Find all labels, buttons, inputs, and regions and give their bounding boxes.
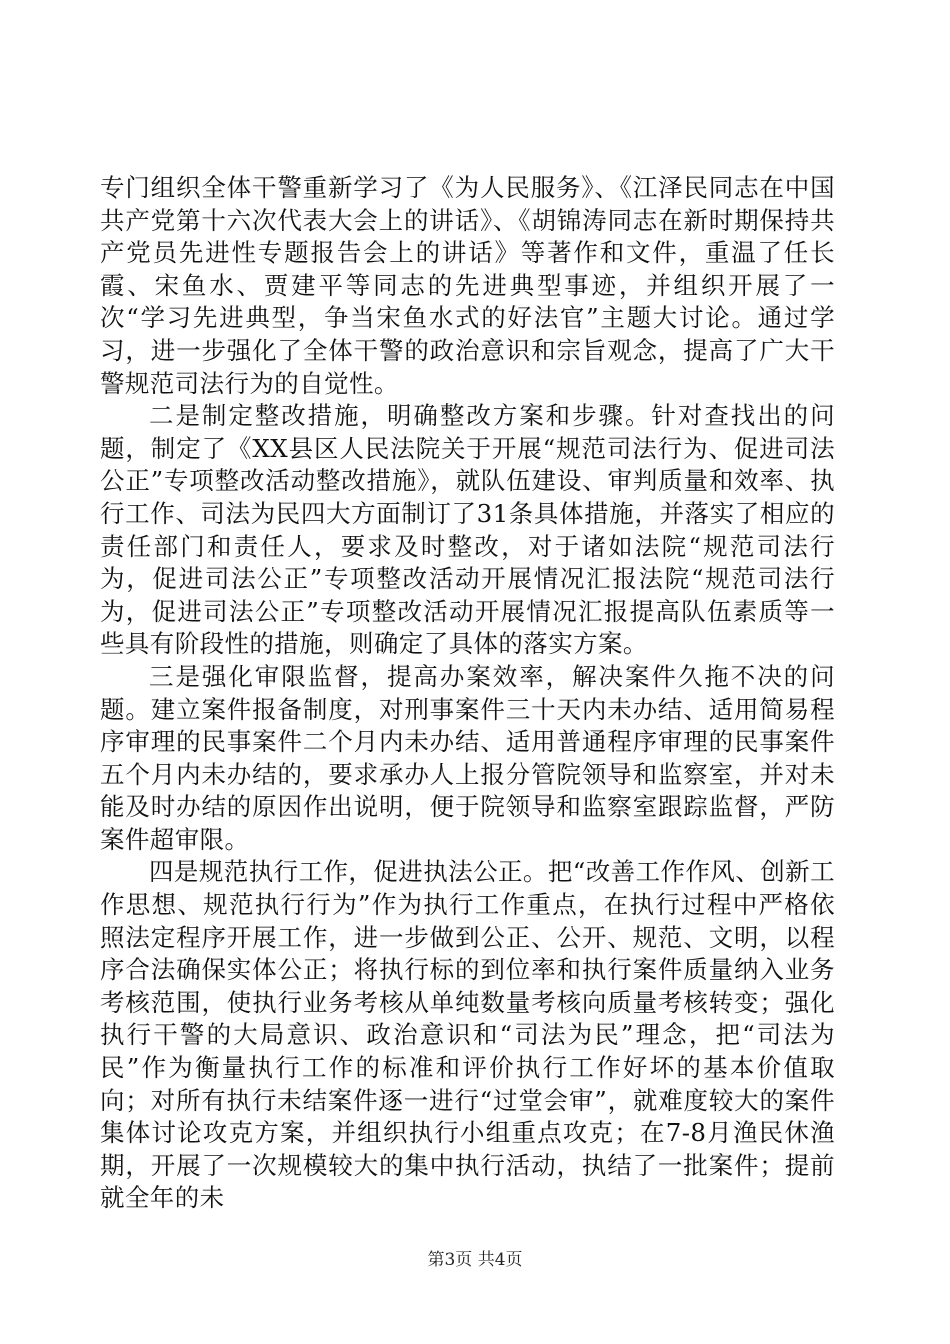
- page-number-footer: 第3页 共4页: [427, 1250, 523, 1270]
- paragraph-rectification-measures: 二是制定整改措施，明确整改方案和步骤。针对查找出的问题，制定了《XX县区人民法院关于开展“规范司法行为、促进司法公正”专项整改活动整改措施》，就队伍建设、审判质量和效率、执行工作、司法为民四大方面制订了31条具体措施，并落实了相应的责任部门和责任人，要求及时整改，对于诸如法院“规范司法行为，促进司法公正”专项整改活动开展情况汇报法院“规范司法行为，促进司法公正”专项整改活动开展情况汇报提高队伍素质等一些具有阶段性的措施，则确定了具体的落实方案。: [100, 401, 835, 659]
- paragraph-enforcement-work: 四是规范执行工作，促进执法公正。把“改善工作作风、创新工作思想、规范执行行为”作为执行工作重点，在执行过程中严格依照法定程序开展工作，进一步做到公正、公开、规范、文明，以程序合法确保实体公正；将执行标的到位率和执行案件质量纳入业务考核范围，使执行业务考核从单纯数量考核向质量考核转变；强化执行干警的大局意识、政治意识和“司法为民”理念，把“司法为民”作为衡量执行工作的标准和评价执行工作好坏的基本价值取向；对所有执行未结案件逐一进行“过堂会审”，就难度较大的案件集体讨论攻克方案，并组织执行小组重点攻克；在7-8月渔民休渔期，开展了一次规模较大的集中执行活动，执结了一批案件；提前就全年的未: [100, 857, 835, 1213]
- paragraph-study: 专门组织全体干警重新学习了《为人民服务》、《江泽民同志在中国共产党第十六次代表大会上的讲话》、《胡锦涛同志在新时期保持共产党员先进性专题报告会上的讲话》等著作和文件，重温了任长霞、宋鱼水、贾建平等同志的先进典型事迹，并组织开展了一次“学习先进典型，争当宋鱼水式的好法官”主题大讨论。通过学习，进一步强化了全体干警的政治意识和宗旨观念，提高了广大干警规范司法行为的自觉性。: [100, 173, 835, 398]
- paragraph-trial-deadline-supervision: 三是强化审限监督，提高办案效率，解决案件久拖不决的问题。建立案件报备制度，对刑事案件三十天内未办结、适用简易程序审理的民事案件二个月内未办结、适用普通程序审理的民事案件五个月内未办结的，要求承办人上报分管院领导和监察室，并对未能及时办结的原因作出说明，便于院领导和监察室跟踪监督，严防案件超审限。: [100, 661, 835, 854]
- document-body: [100, 172, 835, 1215]
